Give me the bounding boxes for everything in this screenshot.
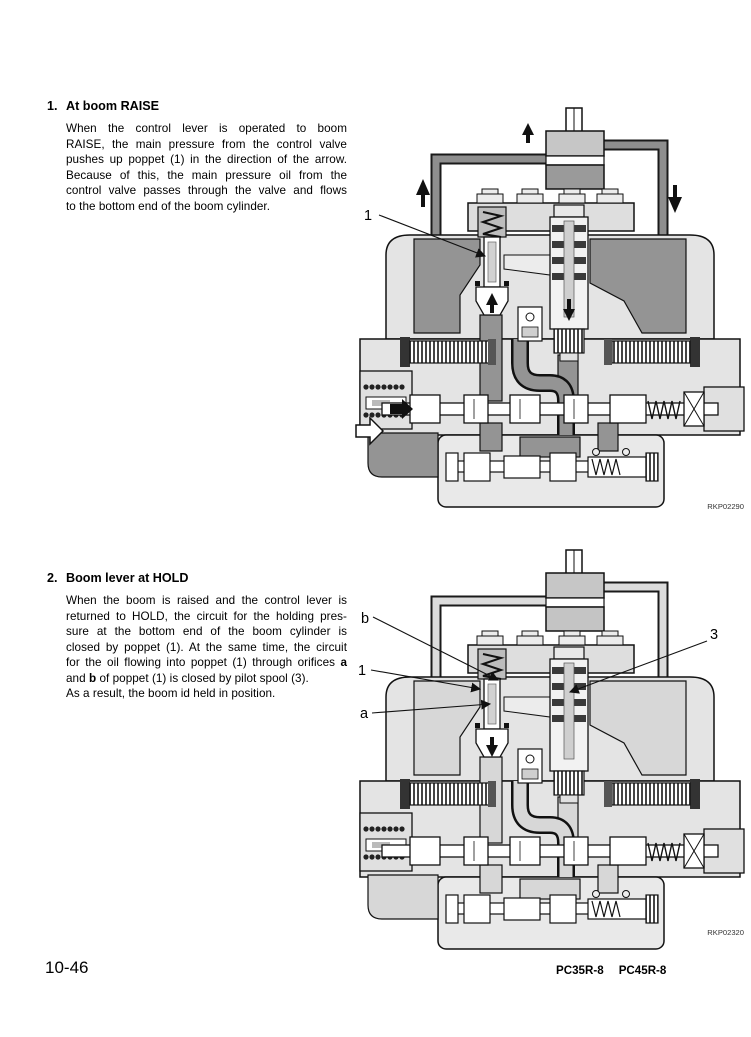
figure-code: RKP02290 [707, 502, 744, 511]
model-codes [556, 964, 666, 977]
figure-boom-raise-diagram [352, 103, 748, 513]
body-line: When the boom is raised and the control lever is [66, 594, 347, 607]
model-code: PC45R-8 [618, 964, 667, 977]
figure-code: RKP02320 [707, 928, 744, 937]
body-line: When the control lever is operated to boom [66, 122, 347, 135]
figure-label-pilot-spool: 3 [710, 627, 719, 643]
body-line: sure at the bottom end of the boom cylinder is [66, 625, 347, 639]
section-number: 1. [47, 99, 58, 113]
section-heading [47, 99, 349, 113]
section-body [66, 121, 347, 214]
figure-boom-hold-diagram [352, 545, 748, 955]
section-body [66, 593, 347, 702]
section-boom-hold [47, 571, 349, 702]
figure-label-poppet: 1 [364, 208, 373, 224]
body-line: for the oil flowing into poppet (1) through orifices a [66, 656, 347, 670]
body-line: RAISE, the main pressure from the control valve [66, 137, 347, 151]
page-number: 10-46 [45, 958, 89, 977]
figure-label-poppet: 1 [358, 663, 367, 679]
body-line: and b of poppet (1) is closed by pilot spool (3). [66, 671, 309, 685]
section-title: Boom lever at HOLD [66, 571, 189, 585]
figure-label-orifice-a: a [360, 706, 369, 722]
body-line: As a result, the boom id held in position. [66, 687, 276, 701]
section-title: At boom RAISE [66, 99, 160, 113]
section-boom-raise [47, 99, 349, 214]
figure-label-orifice-b: b [361, 611, 370, 627]
section-heading [47, 571, 349, 585]
section-number: 2. [47, 571, 58, 585]
body-line: closed by poppet (1). At the same time, the circuit [66, 640, 347, 654]
body-line: Because of this, the main pressure oil from the [66, 168, 347, 182]
model-code: PC35R-8 [556, 964, 604, 977]
body-line: returned to HOLD, the circuit for the holding pres- [66, 609, 347, 623]
body-line: to the bottom end of the boom cylinder. [66, 199, 271, 213]
body-line: pushes up poppet (1) in the direction of the arrow. [66, 153, 347, 167]
body-line: control valve passes through the valve and flows [66, 184, 347, 198]
